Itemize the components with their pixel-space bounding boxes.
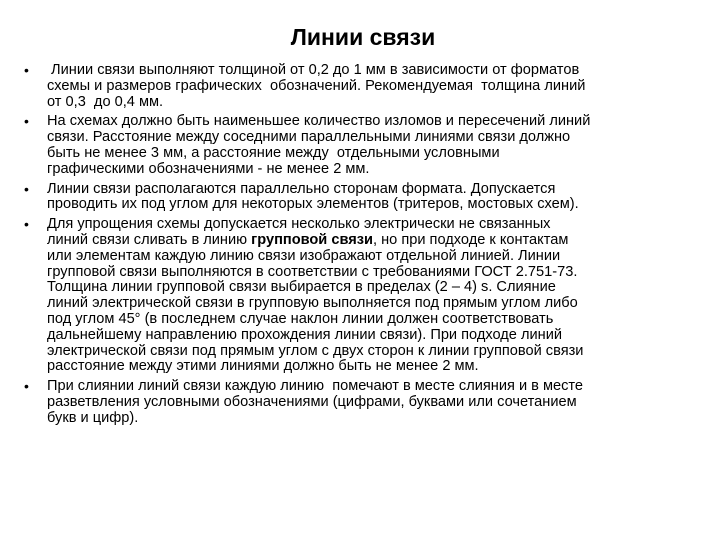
bullet-line: линий электрической связи в групповую выполняется под прямым углом либо: [47, 295, 578, 312]
bullet-icon: •: [24, 62, 29, 78]
bullet-line: под углом 45° (в последнем случае наклон линии должен соответствовать: [47, 310, 554, 327]
bullet-item: [24, 63, 714, 110]
bullet-line: схемы и размеров графических обозначений. Рекомендуемая толщина линий: [47, 77, 586, 94]
bullet-line: или элементам каждую линию связи изображают отдельной линией. Линии: [47, 247, 561, 264]
bullet-line: групповой связи выполняются в соответствии с требованиями ГОСТ 2.751-73.: [47, 263, 578, 280]
bullet-item: [24, 182, 714, 214]
bullet-icon: •: [24, 378, 29, 395]
bullet-item: [24, 379, 714, 426]
bullet-line: При слиянии линий связи каждую линию помечают в месте слияния и в месте: [47, 378, 584, 395]
bullet-line: быть не менее 3 мм, а расстояние между отдельными условными: [47, 144, 500, 161]
bullet-item: [24, 217, 714, 375]
bullet-line: Для упрощения схемы допускается несколько электрически не связанных: [47, 216, 551, 233]
bullet-line: графическими обозначениями - не менее 2 мм.: [47, 160, 370, 177]
bullet-text: линий связи сливать в линию: [47, 231, 252, 248]
bullet-icon: •: [24, 180, 29, 197]
bullet-list: [24, 63, 714, 431]
bullet-icon: •: [24, 113, 29, 130]
bullet-line: проводить их под углом для некоторых элементов (тритеров, мостовых схем).: [47, 196, 579, 213]
bold-term: групповой связи: [251, 231, 373, 248]
bullet-line: букв и цифр).: [47, 409, 139, 426]
bullet-line-with-bold: [47, 233, 714, 249]
bullet-line: от 0,3 до 0,4 мм.: [47, 93, 164, 110]
bullet-line: Толщина линии групповой связи выбирается в пределах (2 – 4) s. Слияние: [47, 279, 556, 296]
bullet-line: электрической связи под прямым углом с двух сторон к линии групповой связи: [47, 342, 584, 359]
bullet-line: расстояние между этими линиями должно быть не менее 2 мм.: [47, 358, 479, 375]
bullet-line: На схемах должно быть наименьшее количество изломов и пересечений линий: [47, 113, 591, 130]
bullet-line: дальнейшему направлению прохождения линии связи). При подходе линий: [47, 326, 562, 343]
bullet-line: Линии связи располагаются параллельно сторонам формата. Допускается: [47, 180, 556, 197]
bullet-line: связи. Расстояние между соседними параллельными линиями связи должно: [47, 129, 571, 146]
bullet-line: Линии связи выполняют толщиной от 0,2 до 1 мм в зависимости от форматов: [47, 62, 580, 78]
slide-title: Линии связи: [290, 24, 436, 50]
bullet-icon: •: [24, 216, 29, 233]
bullet-text: , но при подходе к контактам: [372, 231, 569, 248]
bullet-line: разветвления условными обозначениями (цифрами, буквами или сочетанием: [47, 393, 577, 410]
bullet-item: [24, 114, 714, 177]
